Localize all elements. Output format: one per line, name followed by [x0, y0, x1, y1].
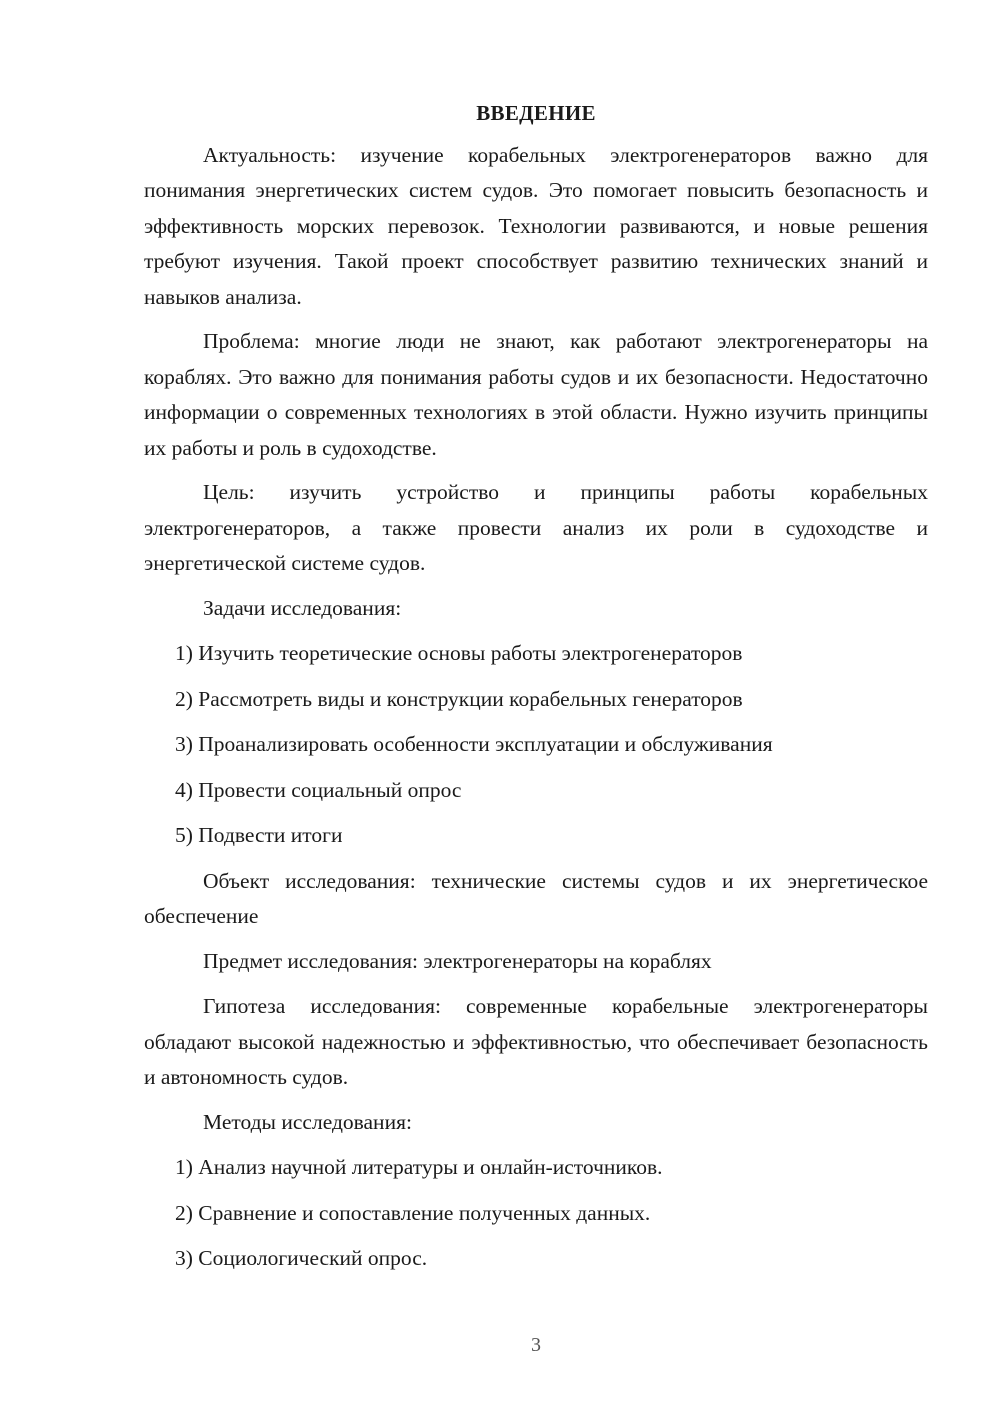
relevance-paragraph: Актуальность: изучение корабельных электрогенераторов важно для понимания энергетических систем судов. Это помогает повысить безопасность и эффективность морских перевозок. Технологии развиваются, и новые решения требуют изучения. Такой проект способствует развитию технических знаний и навыков анализа. [144, 142, 928, 309]
list-item: 4) Провести социальный опрос [175, 777, 462, 802]
list-item: 1) Изучить теоретические основы работы электрогенераторов [175, 641, 743, 665]
page-number: 3 [531, 1334, 541, 1356]
subject-paragraph: Предмет исследования: электрогенераторы на кораблях [203, 948, 712, 973]
object-paragraph: Объект исследования: технические системы судов и их энергетическое обеспечение [144, 868, 928, 928]
hypothesis-paragraph: Гипотеза исследования: современные корабельные электрогенераторы обладают высокой надежностью и эффективностью, что обеспечивает безопасность и автономность судов. [144, 994, 928, 1089]
problem-paragraph: Проблема: многие люди не знают, как работают электрогенераторы на кораблях. Это важно для понимания работы судов и их безопасности. Недостаточно информации о современных технологиях в этой области. Нужно изучить принципы их работы и роль в судоходстве. [144, 329, 928, 460]
section-title: ВВЕДЕНИЕ [476, 101, 596, 125]
document-body [144, 96, 928, 1287]
list-item: 5) Подвести итоги [175, 823, 343, 847]
list-item: 1) Анализ научной литературы и онлайн-источников. [175, 1155, 663, 1179]
methods-list [144, 1150, 928, 1277]
list-item: 2) Сравнение и сопоставление полученных данных. [175, 1200, 651, 1225]
goal-paragraph: Цель: изучить устройство и принципы работы корабельных электрогенераторов, а также провести анализ их роли в судоходстве и энергетической системе судов. [144, 480, 928, 575]
list-item: 3) Проанализировать особенности эксплуатации и обслуживания [175, 732, 773, 756]
list-item: 3) Социологический опрос. [175, 1246, 428, 1270]
list-item: 2) Рассмотреть виды и конструкции корабельных генераторов [175, 686, 743, 711]
methods-heading: Методы исследования: [203, 1109, 412, 1134]
tasks-list [144, 636, 928, 854]
tasks-heading: Задачи исследования: [203, 595, 402, 620]
